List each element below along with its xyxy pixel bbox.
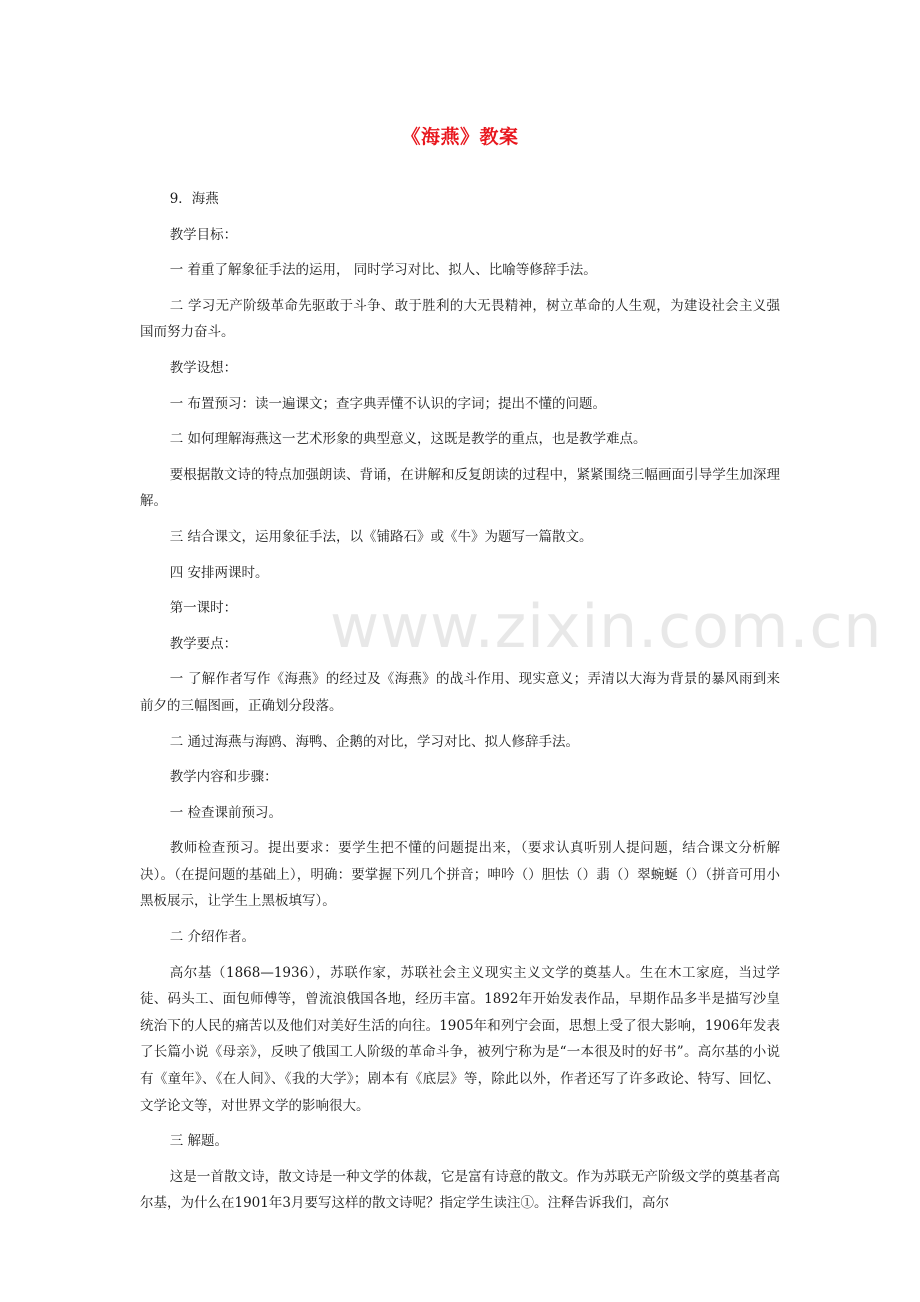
paragraph: 教学设想： <box>169 359 238 376</box>
paragraph: 一 着重了解象征手法的运用， 同时学习对比、拟人、比喻等修辞手法。 <box>169 262 597 279</box>
paragraph: 一 了解作者写作《海燕》的经过及《海燕》的战斗作用、现实意义；弄清以大海为背景的暴风雨到来前夕的三幅图画，正确划分段落。 <box>140 671 780 714</box>
paragraph: 教学要点： <box>169 635 238 652</box>
paragraph: 三 结合课文，运用象征手法，以《铺路石》或《牛》为题写一篇散文。 <box>169 528 593 545</box>
paragraph: 二 介绍作者。 <box>169 929 255 946</box>
paragraph: 这是一首散文诗，散文诗是一种文学的体裁，它是富有诗意的散文。作为苏联无产阶级文学的奠基者高尔基，为什么在1901年3月要写这样的散文诗呢？指定学生读注①。注释告诉我们，高尔 <box>140 1168 780 1212</box>
paragraph: 教学内容和步骤： <box>169 769 278 786</box>
paragraph: 二 通过海燕与海鸥、海鸭、企鹅的对比，学习对比、拟人修辞手法。 <box>169 733 579 750</box>
paragraph: 二 学习无产阶级革命先驱敢于斗争、敢于胜利的大无畏精神，树立革命的人生观，为建设社会主义强国而努力奋斗。 <box>140 297 780 341</box>
watermark: www.zixin.com.cn <box>330 592 883 662</box>
paragraph: 四 安排两课时。 <box>169 564 269 581</box>
paragraph: 二 如何理解海燕这一艺术形象的典型意义，这既是教学的重点，也是教学难点。 <box>169 431 647 448</box>
paragraph: 9．海燕 <box>169 191 219 207</box>
document-title: 《海燕》教案 <box>401 126 519 148</box>
paragraph: 第一课时： <box>169 600 238 617</box>
paragraph: 高尔基（1868—1936），苏联作家，苏联社会主义现实主义文学的奠基人。生在木工家庭，当过学徒、码头工、面包师傅等，曾流浪俄国各地，经历丰富。1892年开始发表作品，早期作品多半是描写沙皇统治下的人民的痛苦以及他们对美好生活的向往。1905年和列宁会面，思想上受了很大影响，1906年发表了长篇小说《母亲》，反映了俄国工人阶级的革命斗争，被列宁称为是“一本很及时的好书”。高尔基的小说有《童年》、《在人间》、《我的大学》；剧本有《底层》等，除此以外，作者还写了许多政论、特写、回忆、文学论文等，对世界文学的影响很大。 <box>140 964 780 1114</box>
paragraph: 要根据散文诗的特点加强朗读、背诵，在讲解和反复朗读的过程中，紧紧围绕三幅画面引导学生加深理解。 <box>140 466 780 510</box>
paragraph: 一 布置预习：读一遍课文；查字典弄懂不认识的字词；提出不懂的问题。 <box>169 395 606 412</box>
document-body <box>140 186 780 1217</box>
paragraph: 教师检查预习。提出要求：要学生把不懂的问题提出来，（要求认真听别人提问题，结合课文分析解决）。（在提问题的基础上），明确：要掌握下列几个拼音；呻吟（）胆怯（）翡（）翠蜿蜒（）（拼音可用小黑板展示，让学生上黑板填写）。 <box>140 840 780 910</box>
paragraph: 三 解题。 <box>169 1133 228 1150</box>
paragraph: 教学目标： <box>169 226 238 243</box>
paragraph: 一 检查课前预习。 <box>169 804 282 821</box>
